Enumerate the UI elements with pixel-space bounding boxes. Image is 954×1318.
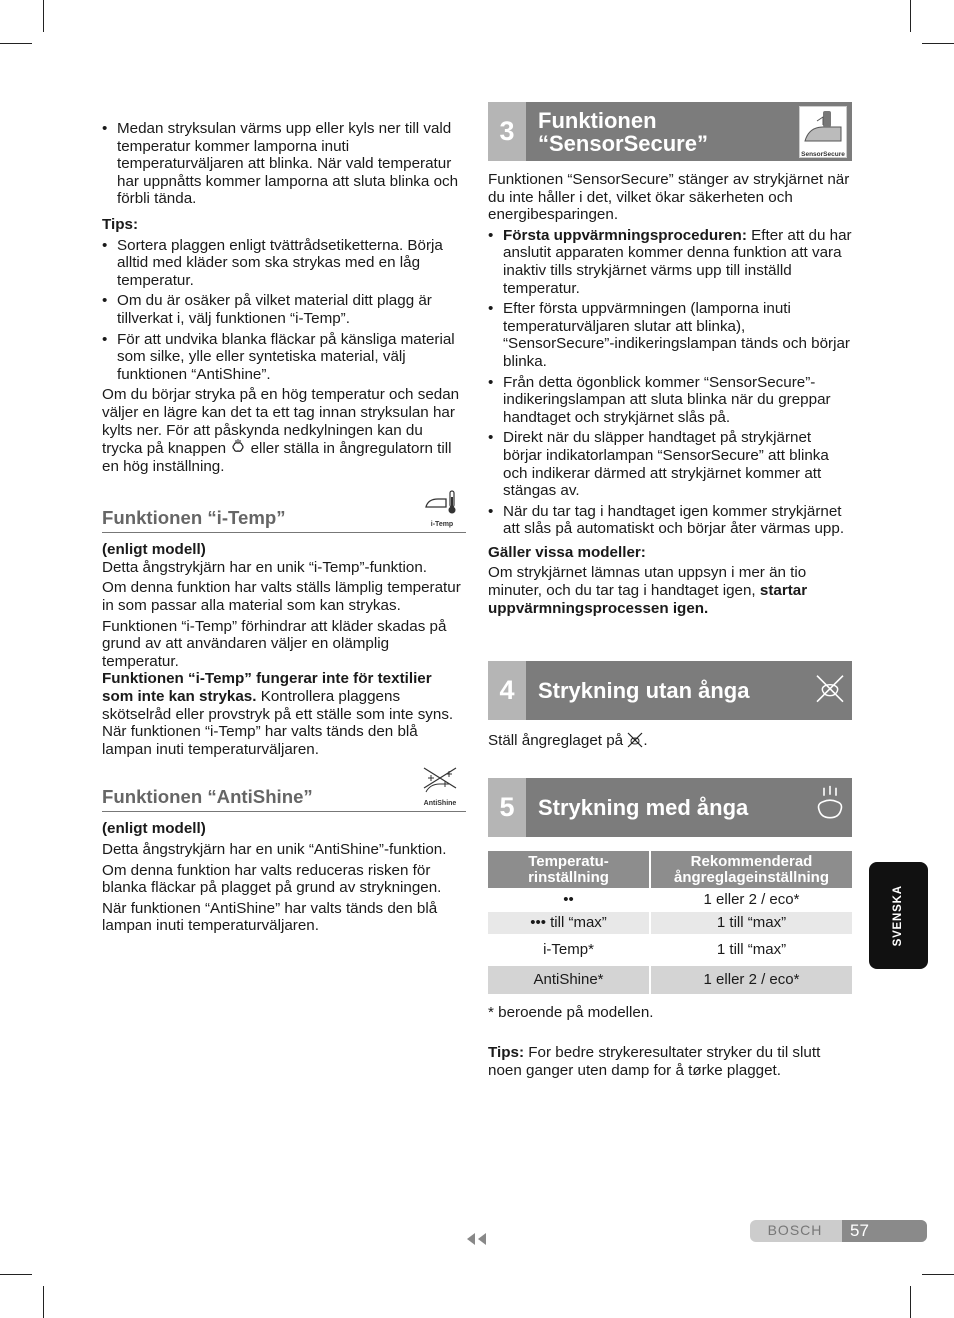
antishine-icon-label: AntiShine [423,800,457,808]
no-steam-small-icon [627,732,643,748]
tip-item: • Sortera plaggen enligt tvättrådsetiketterna. Börja alltid med kläder som ska strykas med en låg temperatur. [102,237,466,290]
s4-text [488,732,852,750]
table-cell-setting: 1 till “max” [716,940,787,958]
antishine-p2: Om denna funktion har valts reduceras risken för blanka fläckar på plagget på grund av strykningen. [102,861,442,897]
tip-item: • För att undvika blanka fläckar på känsliga material som silke, ylle eller syntetiska material, välj funktionen “AntiShine”. [102,331,466,384]
section-number: 5 [488,778,526,837]
table-header-row [488,851,852,888]
crop-mark [43,0,44,32]
double-arrow-left-icon [465,1232,489,1246]
itemp-model: (enligt modell) [102,541,206,559]
section-5-title: Strykning med ånga [538,794,749,820]
steam-burst-icon [230,439,246,455]
table-cell-setting: 1 eller 2 / eco* [703,890,800,908]
cooling-paragraph [102,386,466,475]
steam-settings-table [488,851,852,994]
language-tab-label: SVENSKA [891,884,904,947]
s3-bullet: • Efter första uppvärmningen (lamporna inuti temperaturväljaren slutar att blinka), “SensorSecure”-indikeringslampan tänds och börjar blinka. [488,300,852,370]
cooling-text-a: Om du börjar stryka på en hög temperatur och sedan väljer en lägre kan det ta ett tag innan stryksulan har kylts ner. För att påskynda nedkylningen kan du trycka på knappen [102,386,460,458]
table-cell-setting: 1 eller 2 / eco* [703,970,800,988]
s5-tips [488,1044,852,1079]
itemp-warning-rest: Kontrollera plaggens skötselråd eller provstryk på ett ställe som inte syns. [102,688,454,723]
hand-iron-icon [801,107,845,147]
table-header-setting: Rekommenderad ångreglageinställning [650,851,852,888]
s3-bullet-text: Efter att du har anslutit apparaten kommer denna funktion att vara inaktiv tills strykjärnet värms upp till inställd temperatur. [503,226,852,297]
table-row [488,912,852,934]
s3-models-text [488,564,852,617]
s4-instruction: Ställ ångreglaget på [488,732,624,750]
s5-tips-label: Tips: [488,1044,525,1062]
s3-bullet-bold: Första uppvärmningsproceduren: [503,226,747,244]
section-3-banner [488,102,852,161]
right-column [488,102,852,1080]
s4-period: . [643,732,648,750]
page-nav-arrows [465,1232,489,1251]
section-3-title [526,109,708,155]
tips-label: Tips: [102,215,139,233]
crop-mark [0,1274,32,1275]
table-header-temp: Temperatu-rinställning [488,851,650,888]
crop-mark [0,43,32,44]
crop-mark [43,1286,44,1318]
s5-tips-text: For bedre strykeresultater stryker du til slutt noen ganger uten damp for å tørke plagget. [488,1044,821,1080]
crop-mark [922,43,954,44]
cooling-text-b: eller ställa in ångregulatorn till en hög inställning. [102,440,452,475]
itemp-warning: Funktionen “i-Temp” fungerar inte för textilier som inte kan strykas. [102,670,432,706]
language-tab [869,862,928,969]
antishine-title: Funktionen “AntiShine” [102,786,313,808]
table-cell-setting: 1 till “max” [716,913,787,931]
section-3-title-line: “SensorSecure” [538,130,708,156]
sensorsecure-icon [799,106,847,158]
itemp-icon [424,489,460,530]
sensorsecure-icon-label: SensorSecure [801,151,845,159]
antishine-model: (enligt modell) [102,820,206,838]
s3-models-bold: startar uppvärmningsprocessen igen. [488,582,808,617]
antishine-sparkle-icon [420,766,460,796]
table-row [488,966,852,994]
intro-bullet: • Medan stryksulan värms upp eller kyls ner till vald temperatur kommer lamporna inuti temperaturväljaren att blinka. När vald temperatur har uppnåtts kommer lamporna att sluta blinka och förbli tända. [102,120,466,208]
antishine-heading [102,770,466,812]
thermometer-iron-icon [424,489,460,517]
s3-models-normal: Om strykjärnet lämnas utan uppsyn i mer än tio minuter, och du tar tag i handtaget igen, [488,564,807,600]
tip-item: • Om du är osäker på vilket material ditt plagg är tillverkat i, välj funktionen “i-Temp”. [102,292,466,327]
table-row [488,888,852,912]
section-3-title-line: Funktionen [538,107,657,133]
steam-icon [813,786,847,829]
s3-intro: Funktionen “SensorSecure” stänger av strykjärnet när du inte håller i det, vilket ökar säkerheten och energibesparingen. [488,171,850,224]
s3-bullet: • När du tar tag i handtaget igen kommer strykjärnet att slås på automatiskt och börjar åter värmas upp. [488,503,852,538]
itemp-icon-label: i-Temp [430,521,454,529]
crop-mark [910,1286,911,1318]
itemp-p4 [102,670,466,723]
table-cell-temp: •• [488,888,650,912]
table-cell-temp: i-Temp* [488,934,650,966]
s3-bullet: • Från detta ögonblick kommer “SensorSecure”-indikeringslampan att sluta blinka när du greppar handtaget och strykjärnet slås på. [488,374,852,427]
antishine-p3: När funktionen “AntiShine” har valts tänds den blå lampan inuti temperaturväljaren. [102,899,438,935]
table-cell-temp: ••• till “max” [488,912,650,934]
s3-bullet: • Direkt när du släpper handtaget på strykjärnet börjar indikatorlampan “SensorSecure” att blinka och indikerar därmed att strykjärnet kommer att stängas av. [488,429,852,499]
itemp-p3: Funktionen “i-Temp” förhindrar att kläder skadas på grund av att användaren väljer en olämplig temperatur. [102,617,447,670]
itemp-p1: Detta ångstrykjärn har en unik “i-Temp”-funktion. [102,558,427,576]
itemp-title: Funktionen “i-Temp” [102,507,286,529]
left-column [102,120,466,935]
itemp-p5: När funktionen “i-Temp” har valts tänds den blå lampan inuti temperaturväljaren. [102,723,418,758]
table-cell-temp: AntiShine* [488,966,650,994]
section-number: 4 [488,661,526,720]
s5-footnote: * beroende på modellen. [488,1003,654,1021]
s3-models-label: Gäller vissa modeller: [488,543,646,561]
section-4-title: Strykning utan ånga [538,678,750,704]
brand-label: BOSCH [767,1222,823,1239]
section-5-banner [488,778,852,837]
s3-bullet [488,227,852,297]
table-row [488,934,852,966]
section-number: 3 [488,102,526,161]
antishine-p1: Detta ångstrykjärn har en unik “AntiShine”-funktion. [102,841,447,858]
page-number: 57 [842,1220,927,1242]
crop-mark [910,0,911,32]
no-steam-icon [813,671,847,710]
crop-mark [922,1274,954,1275]
itemp-heading [102,491,466,533]
antishine-icon [420,766,460,809]
itemp-p2: Om denna funktion har valts ställs lämplig temperatur in som passar alla material som kan strykas. [102,579,461,615]
section-4-banner [488,661,852,720]
